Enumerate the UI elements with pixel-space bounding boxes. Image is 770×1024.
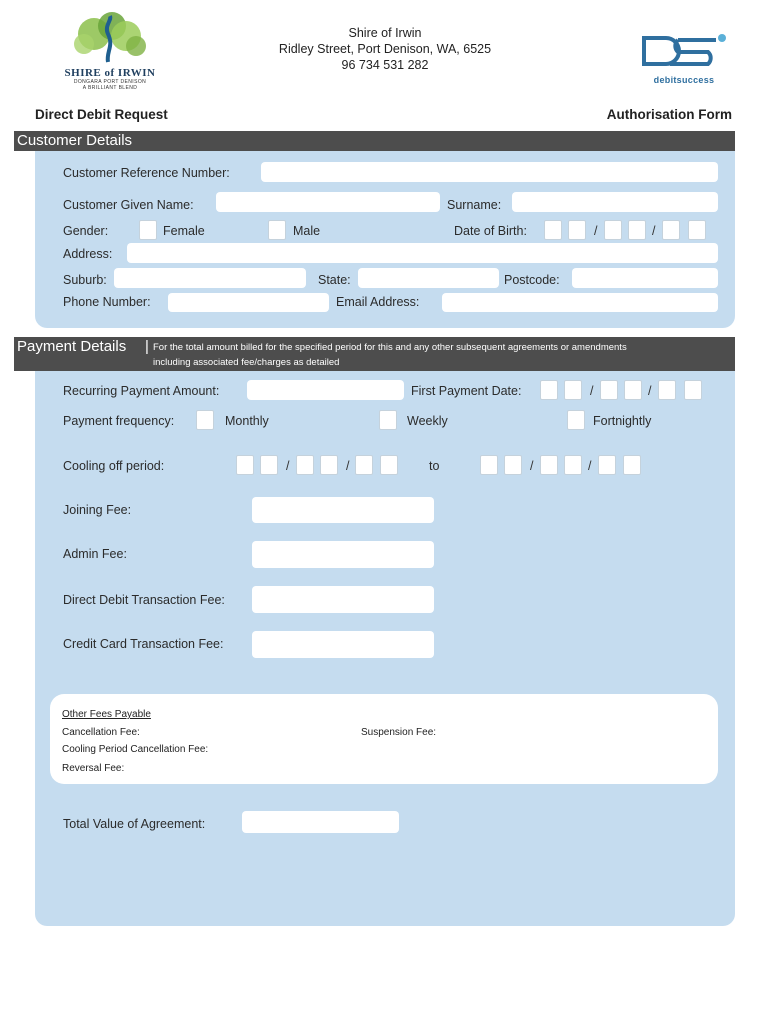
debitsuccess-logo bbox=[638, 30, 730, 85]
dob-month-1[interactable] bbox=[604, 220, 622, 240]
fortnightly-checkbox[interactable] bbox=[567, 410, 585, 430]
cooling-to-label: to bbox=[429, 459, 440, 473]
org-address: Ridley Street, Port Denison, WA, 6525 bbox=[278, 42, 492, 56]
shire-logo-sub1: DONGARA PORT DENISON bbox=[73, 79, 147, 85]
other-fees-title: Other Fees Payable bbox=[62, 709, 151, 720]
first-date-day-2[interactable] bbox=[564, 380, 582, 400]
state-input[interactable] bbox=[358, 268, 499, 288]
cooling-from-day-1[interactable] bbox=[236, 455, 254, 475]
payment-frequency-label: Payment frequency: bbox=[63, 414, 175, 428]
suburb-input[interactable] bbox=[114, 268, 306, 288]
dob-year-2[interactable] bbox=[688, 220, 706, 240]
cooling-from-year-2[interactable] bbox=[380, 455, 398, 475]
customer-section-header bbox=[14, 131, 735, 151]
recurring-amount-label: Recurring Payment Amount: bbox=[63, 384, 220, 398]
cooling-from-separator-2: / bbox=[346, 459, 350, 473]
dob-day-2[interactable] bbox=[568, 220, 586, 240]
org-address-block bbox=[230, 25, 540, 73]
cancellation-fee-label: Cancellation Fee: bbox=[62, 727, 140, 738]
cooling-from-month-2[interactable] bbox=[320, 455, 338, 475]
female-label: Female bbox=[163, 224, 205, 238]
payment-note-line-1: For the total amount billed for the specified period for this and any other subsequent agreements or amendments bbox=[153, 342, 627, 353]
cooling-to-day-1[interactable] bbox=[480, 455, 498, 475]
phone-label: Phone Number: bbox=[63, 295, 151, 309]
given-name-label: Customer Given Name: bbox=[63, 198, 194, 212]
male-checkbox[interactable] bbox=[268, 220, 286, 240]
female-checkbox[interactable] bbox=[139, 220, 157, 240]
first-date-day-1[interactable] bbox=[540, 380, 558, 400]
form-title-left: Direct Debit Request bbox=[35, 107, 168, 122]
total-value-label: Total Value of Agreement: bbox=[63, 817, 206, 831]
reversal-fee-label: Reversal Fee: bbox=[62, 763, 125, 774]
shire-logo bbox=[64, 12, 156, 91]
cooling-cancellation-fee-label: Cooling Period Cancellation Fee: bbox=[62, 744, 209, 755]
first-date-separator-2: / bbox=[648, 384, 652, 398]
dob-month-2[interactable] bbox=[628, 220, 646, 240]
state-label: State: bbox=[318, 273, 351, 287]
suburb-label: Suburb: bbox=[63, 273, 107, 287]
suspension-fee-label: Suspension Fee: bbox=[361, 727, 437, 738]
monthly-label: Monthly bbox=[225, 414, 269, 428]
cooling-from-month-1[interactable] bbox=[296, 455, 314, 475]
joining-fee-label: Joining Fee: bbox=[63, 503, 132, 517]
admin-fee-input[interactable] bbox=[252, 541, 434, 568]
cooling-to-year-2[interactable] bbox=[623, 455, 641, 475]
joining-fee-input[interactable] bbox=[252, 497, 434, 523]
first-payment-date-label: First Payment Date: bbox=[411, 384, 522, 398]
cooling-to-year-1[interactable] bbox=[598, 455, 616, 475]
address-label: Address: bbox=[63, 247, 113, 261]
first-date-month-2[interactable] bbox=[624, 380, 642, 400]
phone-input[interactable] bbox=[168, 293, 329, 312]
customer-ref-label: Customer Reference Number: bbox=[63, 166, 230, 180]
weekly-label: Weekly bbox=[407, 414, 448, 428]
dob-separator-1: / bbox=[594, 224, 598, 238]
payment-section-title: Payment Details bbox=[17, 338, 127, 355]
admin-fee-label: Admin Fee: bbox=[63, 547, 127, 561]
payment-section-header bbox=[14, 337, 735, 371]
cooling-to-separator-1: / bbox=[530, 459, 534, 473]
customer-section-title: Customer Details bbox=[17, 132, 133, 149]
other-fees-box bbox=[50, 694, 718, 784]
form-title-right: Authorisation Form bbox=[606, 107, 732, 122]
first-date-month-1[interactable] bbox=[600, 380, 618, 400]
dd-transaction-fee-label: Direct Debit Transaction Fee: bbox=[63, 593, 225, 607]
cc-transaction-fee-input[interactable] bbox=[252, 631, 434, 658]
cooling-to-month-1[interactable] bbox=[540, 455, 558, 475]
first-date-separator-1: / bbox=[590, 384, 594, 398]
payment-note-line-2: including associated fee/charges as detailed bbox=[153, 357, 340, 368]
email-label: Email Address: bbox=[336, 295, 420, 309]
cooling-from-day-2[interactable] bbox=[260, 455, 278, 475]
total-value-input[interactable] bbox=[242, 811, 399, 833]
recurring-amount-input[interactable] bbox=[247, 380, 404, 400]
weekly-checkbox[interactable] bbox=[379, 410, 397, 430]
cooling-to-day-2[interactable] bbox=[504, 455, 522, 475]
male-label: Male bbox=[293, 224, 321, 238]
cc-transaction-fee-label: Credit Card Transaction Fee: bbox=[63, 637, 224, 651]
address-input[interactable] bbox=[127, 243, 718, 263]
debitsuccess-word: debitsuccess bbox=[653, 75, 715, 85]
postcode-label: Postcode: bbox=[504, 273, 560, 287]
email-input[interactable] bbox=[442, 293, 718, 312]
org-phone: 96 734 531 282 bbox=[341, 58, 429, 72]
dob-label: Date of Birth: bbox=[454, 224, 527, 238]
cooling-from-year-1[interactable] bbox=[355, 455, 373, 475]
postcode-input[interactable] bbox=[572, 268, 718, 288]
surname-label: Surname: bbox=[447, 198, 502, 212]
surname-input[interactable] bbox=[512, 192, 718, 212]
cooling-off-label: Cooling off period: bbox=[63, 459, 165, 473]
given-name-input[interactable] bbox=[216, 192, 440, 212]
shire-logo-sub2: A BRILLIANT BLEND bbox=[82, 85, 138, 91]
cooling-to-separator-2: / bbox=[588, 459, 592, 473]
cooling-from-separator-1: / bbox=[286, 459, 290, 473]
cooling-to-month-2[interactable] bbox=[564, 455, 582, 475]
gender-label: Gender: bbox=[63, 224, 109, 238]
dob-year-1[interactable] bbox=[662, 220, 680, 240]
dd-transaction-fee-input[interactable] bbox=[252, 586, 434, 613]
dob-day-1[interactable] bbox=[544, 220, 562, 240]
payment-section-divider: | bbox=[145, 338, 149, 355]
fortnightly-label: Fortnightly bbox=[593, 414, 652, 428]
monthly-checkbox[interactable] bbox=[196, 410, 214, 430]
ds-logo-icon bbox=[638, 30, 730, 70]
tree-logo-icon bbox=[64, 12, 156, 64]
first-date-year-2[interactable] bbox=[684, 380, 702, 400]
customer-ref-input[interactable] bbox=[261, 162, 718, 182]
dob-separator-2: / bbox=[652, 224, 656, 238]
org-name: Shire of Irwin bbox=[348, 26, 422, 40]
shire-logo-name: SHIRE of IRWIN bbox=[64, 67, 156, 79]
first-date-year-1[interactable] bbox=[658, 380, 676, 400]
